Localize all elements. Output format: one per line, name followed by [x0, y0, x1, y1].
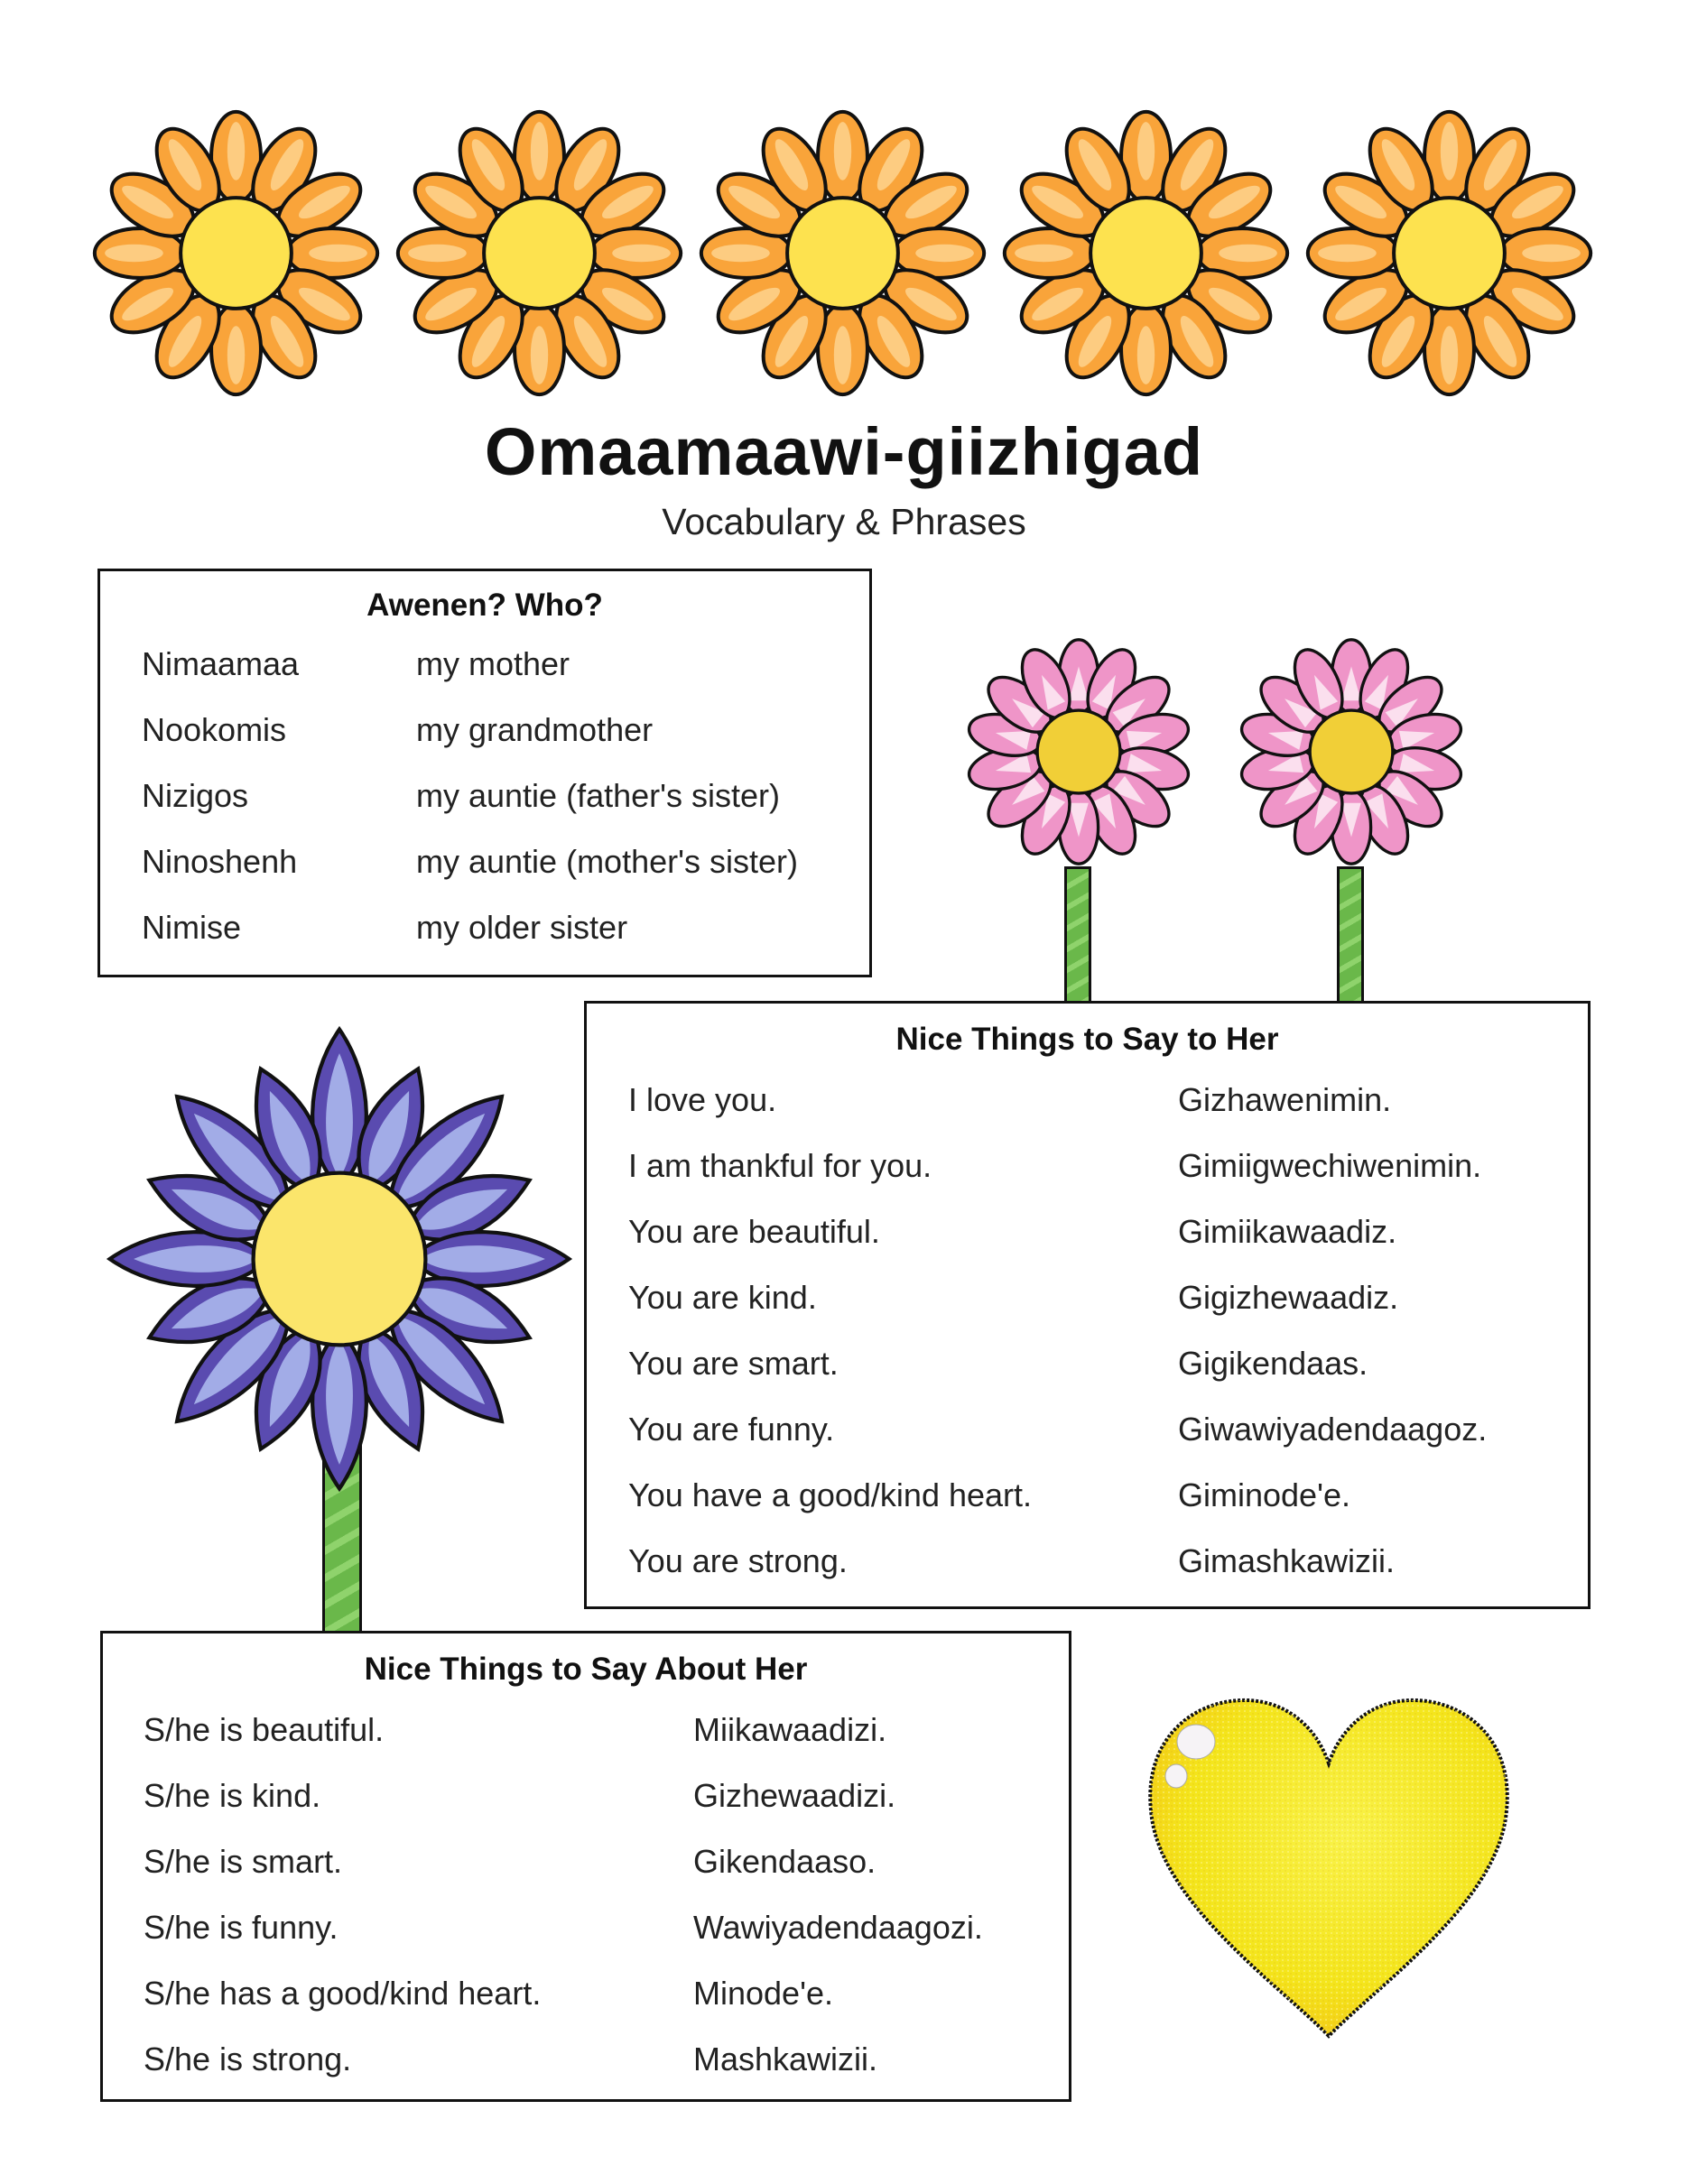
english-phrase: S/he is kind. [144, 1777, 321, 1814]
english-phrase: You are beautiful. [628, 1213, 880, 1250]
list-item [587, 1542, 1588, 1587]
list-item [103, 1711, 1069, 1756]
english-phrase: S/he has a good/kind heart. [144, 1975, 542, 2012]
list-item [100, 645, 869, 690]
ojibwe-phrase: Gimiigwechiwenimin. [1178, 1147, 1482, 1184]
english-phrase: I am thankful for you. [628, 1147, 932, 1184]
pink-flower-stem [1064, 866, 1091, 1011]
say-to-her-box [584, 1001, 1591, 1609]
ojibwe-phrase: Giwawiyadendaagoz. [1178, 1411, 1488, 1448]
english-phrase: I love you. [628, 1081, 777, 1118]
ojibwe-phrase: Miikawaadizi. [693, 1711, 887, 1748]
ojibwe-phrase: Gizhawenimin. [1178, 1081, 1392, 1118]
english-phrase: You are kind. [628, 1279, 817, 1316]
heart-icon [1140, 1693, 1517, 2040]
english-phrase: S/he is strong. [144, 2041, 352, 2078]
orange-flower-icon [1000, 107, 1292, 399]
ojibwe-phrase: Gikendaaso. [693, 1843, 876, 1880]
english-phrase: S/he is funny. [144, 1909, 339, 1946]
english-phrase: You are funny. [628, 1411, 835, 1448]
english-translation: my older sister [416, 909, 628, 946]
list-item [103, 1777, 1069, 1822]
list-item [587, 1213, 1588, 1258]
orange-flower-icon [697, 107, 988, 399]
list-item [100, 777, 869, 822]
ojibwe-phrase: Gimiikawaadiz. [1178, 1213, 1397, 1250]
list-item [100, 711, 869, 756]
english-phrase: S/he is beautiful. [144, 1711, 385, 1748]
list-item [587, 1411, 1588, 1456]
ojibwe-phrase: Gigikendaas. [1178, 1345, 1368, 1382]
english-phrase: You are strong. [628, 1542, 848, 1579]
ojibwe-phrase: Gimashkawizii. [1178, 1542, 1396, 1579]
english-translation: my mother [416, 645, 570, 682]
list-item [587, 1476, 1588, 1522]
box-heading: Nice Things to Say About Her [364, 1652, 808, 1687]
purple-flower-icon [100, 1020, 579, 1498]
ojibwe-word: Nookomis [142, 711, 287, 748]
ojibwe-phrase: Wawiyadendaagozi. [693, 1909, 983, 1946]
box-heading: Awenen? Who? [366, 588, 603, 623]
orange-flower-icon [394, 107, 685, 399]
orange-flower-icon [90, 107, 382, 399]
list-item [587, 1081, 1588, 1126]
ojibwe-phrase: Minode'e. [693, 1975, 833, 2012]
list-item [103, 1975, 1069, 2020]
list-item [103, 2041, 1069, 2086]
ojibwe-phrase: Gigizhewaadiz. [1178, 1279, 1399, 1316]
pink-flower-icon [1229, 630, 1473, 874]
english-translation: my auntie (father's sister) [416, 777, 780, 814]
page-subtitle: Vocabulary & Phrases [662, 501, 1026, 542]
list-item [103, 1843, 1069, 1888]
english-phrase: S/he is smart. [144, 1843, 343, 1880]
pink-flower-icon [957, 630, 1201, 874]
english-phrase: You have a good/kind heart. [628, 1476, 1033, 1513]
ojibwe-word: Ninoshenh [142, 843, 298, 880]
english-phrase: You are smart. [628, 1345, 839, 1382]
orange-flower-icon [1303, 107, 1595, 399]
ojibwe-phrase: Mashkawizii. [693, 2041, 878, 2078]
who-vocabulary-box [97, 569, 872, 977]
ojibwe-word: Nizigos [142, 777, 249, 814]
ojibwe-phrase: Giminode'e. [1178, 1476, 1350, 1513]
pink-flower-stem [1337, 866, 1364, 1011]
list-item [587, 1345, 1588, 1390]
list-item [100, 843, 869, 888]
list-item [103, 1909, 1069, 1954]
say-about-her-box [100, 1631, 1071, 2102]
ojibwe-word: Nimaamaa [142, 645, 300, 682]
english-translation: my auntie (mother's sister) [416, 843, 798, 880]
list-item [587, 1279, 1588, 1324]
box-heading: Nice Things to Say to Her [895, 1022, 1279, 1057]
list-item [587, 1147, 1588, 1192]
ojibwe-word: Nimise [142, 909, 242, 946]
english-translation: my grandmother [416, 711, 654, 748]
ojibwe-phrase: Gizhewaadizi. [693, 1777, 896, 1814]
page-title: Omaamaawi-giizhigad [484, 414, 1204, 489]
list-item [100, 909, 869, 954]
